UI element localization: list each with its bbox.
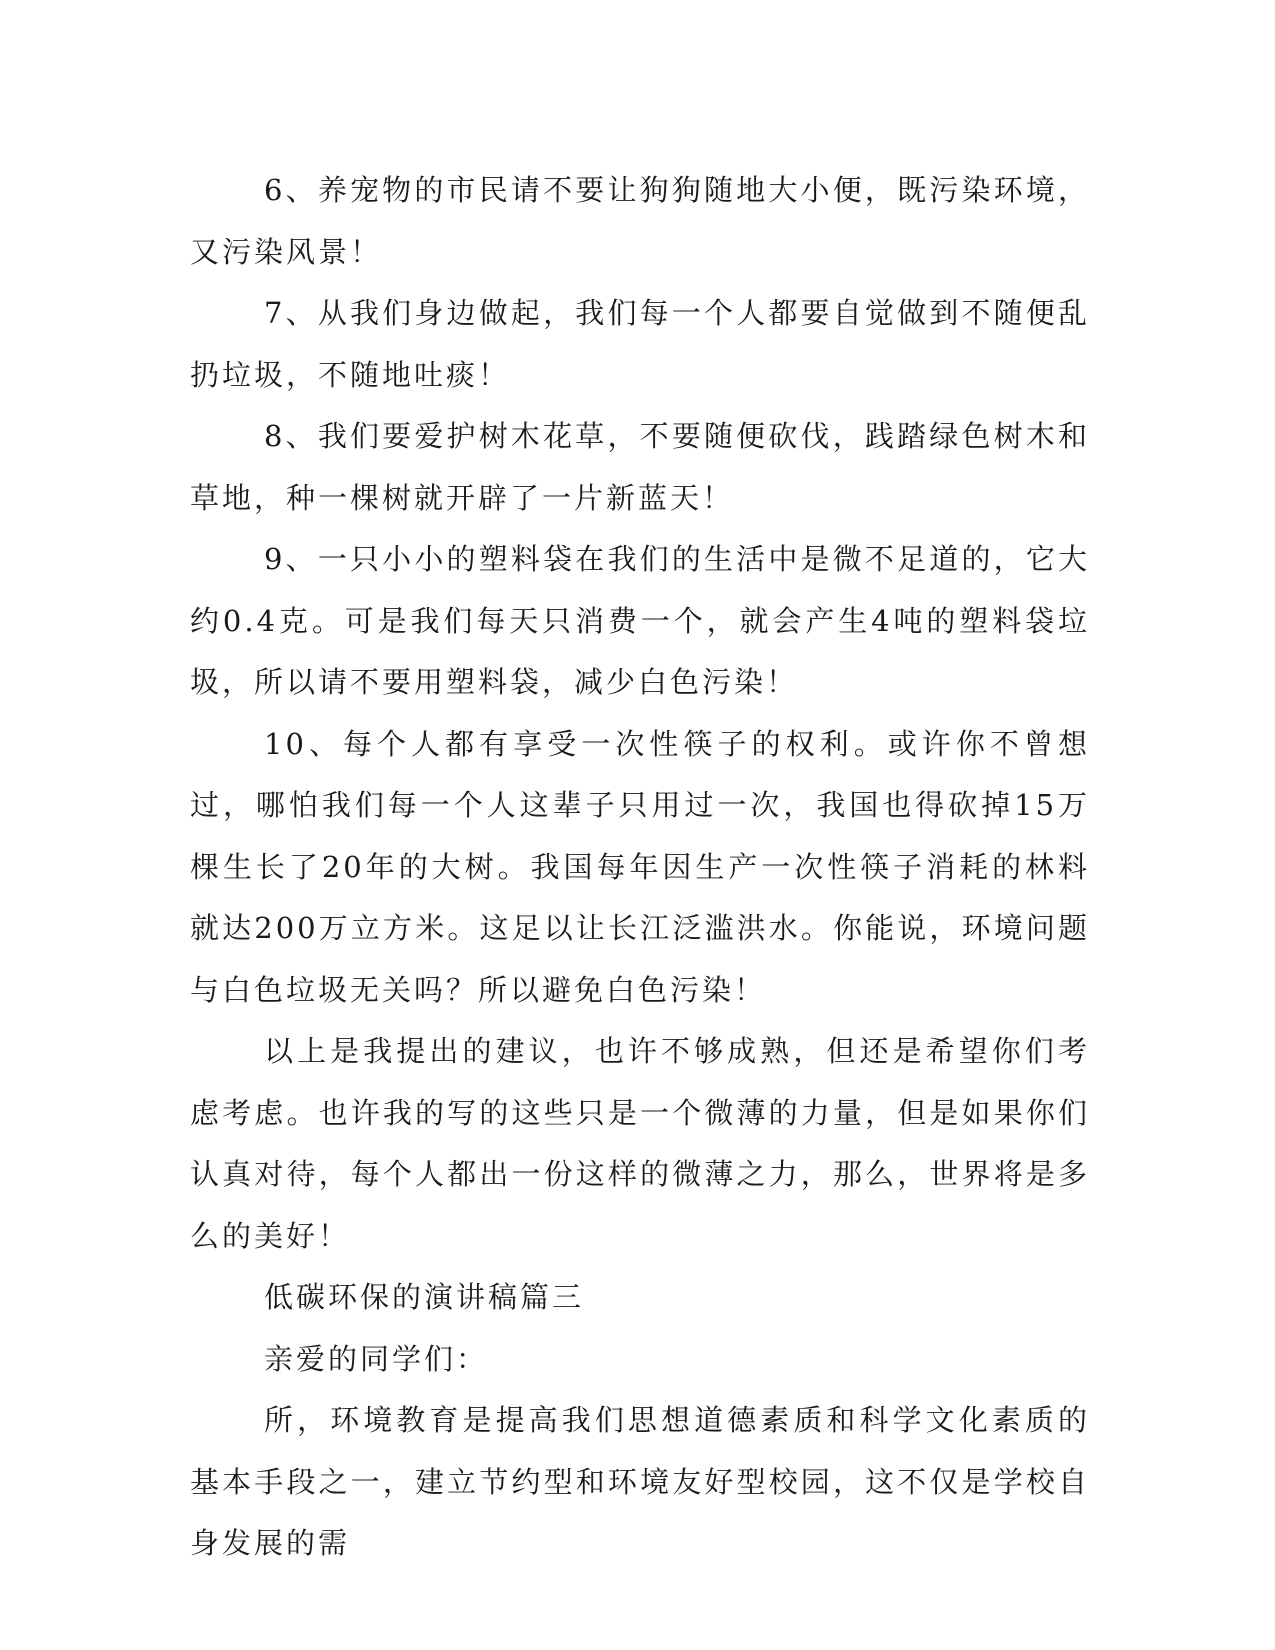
paragraph-item-10: 10、每个人都有享受一次性筷子的权利。或许你不曾想过，哪怕我们每一个人这辈子只用过一次，我国也得砍掉15万棵生长了20年的大树。我国每年因生产一次性筷子消耗的林料就达200万立方米。这足以让长江泛滥洪水。你能说，环境问题与白色垃圾无关吗？所以避免白色污染！: [190, 726, 1090, 1007]
paragraph-item-9: 9、一只小小的塑料袋在我们的生活中是微不足道的，它大约0.4克。可是我们每天只消费一个，就会产生4吨的塑料袋垃圾，所以请不要用塑料袋，减少白色污染！: [190, 542, 1090, 699]
paragraph-item-7: 7、从我们身边做起，我们每一个人都要自觉做到不随便乱扔垃圾，不随地吐痰！: [190, 296, 1090, 392]
paragraph-conclusion: 以上是我提出的建议，也许不够成熟，但还是希望你们考虑考虑。也许我的写的这些只是一个微薄的力量，但是如果你们认真对待，每个人都出一份这样的微薄之力，那么，世界将是多么的美好！: [190, 1034, 1090, 1253]
section-heading: 低碳环保的演讲稿篇三: [264, 1280, 585, 1314]
salutation: 亲爱的同学们：: [264, 1341, 489, 1376]
paragraph-item-6: 6、养宠物的市民请不要让狗狗随地大小便，既污染环境，又污染风景！: [190, 173, 1090, 269]
document-body: [190, 160, 1090, 1575]
paragraph-body: 所，环境教育是提高我们思想道德素质和科学文化素质的基本手段之一，建立节约型和环境友好型校园，这不仅是学校自身发展的需: [190, 1403, 1090, 1560]
paragraph-item-8: 8、我们要爱护树木花草，不要随便砍伐，践踏绿色树木和草地，种一棵树就开辟了一片新蓝天！: [190, 419, 1090, 515]
